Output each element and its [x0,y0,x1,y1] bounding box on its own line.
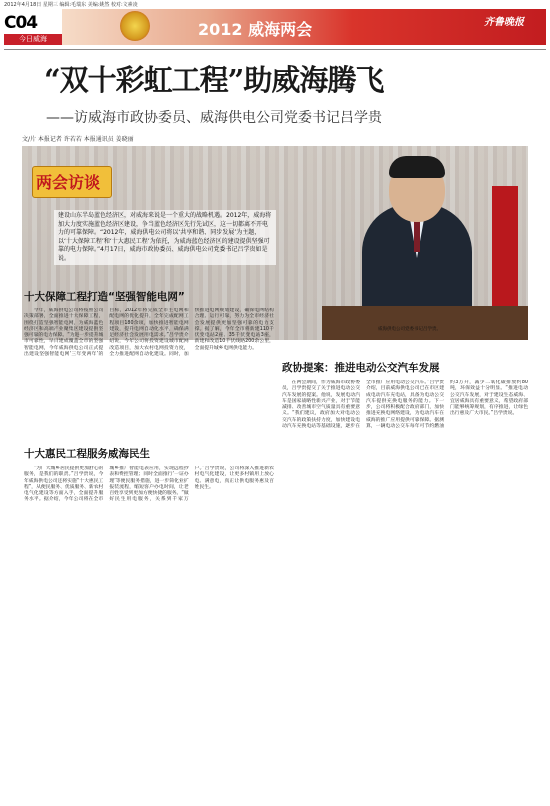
section2-body [24,466,274,606]
section1-body [24,308,274,444]
section3-paragraph: 在两会期间，作为威海市政协委员，吕学贵提交了关于推进电动公交汽车发展的提案。他说，发展电动汽车是国家战略性新兴产业，对于节能减排、改善城市空气质量具有重要意义。“我们建议，政府加大对电动公交汽车的政策扶持力度，加快建设电动汽车充换电站等基础设施，逐步在全市推广应用电动公交汽车。”吕学贵介绍，目前威海供电公司已在市区建成电动汽车充电站，具备为电动公交汽车提供充换电服务的能力。下一步，公司将积极配合政府部门，加快推进充换电网络建设，为电动汽车在威海的推广应用提供可靠保障。据测算，一辆电动公交车每年可节约燃油约3万升，减少二氧化碳排放约80吨，环保效益十分明显。“推进电动公交汽车发展，对于建设生态威海、宜居威海具有重要意义，希望政府部门能够统筹规划，有序推进，让绿色出行惠及广大市民。”吕学贵说。 [282,380,528,430]
desk [322,306,528,340]
national-emblem-icon [120,11,150,41]
article-headline: “双十彩虹工程”助威海腾飞 [44,63,384,97]
person-hair [389,156,445,178]
section2-paragraph: “为广大城乡居民提供更加舒心的服务，是我们的职责。”吕学贵说，今年威海供电公司还将实施“十大惠民工程”，从便民服务、优质服务、新农村电气化建设等方面入手，全面提升服务水平。据介绍，今年公司将在全市城乡推广智能电表应用，实现远程抄表和费控管理；同时全面推行‘一证办理’等便民服务措施，进一步简化业扩报装流程，缩短客户办电时间，让老百姓享受到更加方便快捷的服务。“做好民生用电服务，关系到千家万户。”吕学贵说，公司将深入推进新农村电气化建设，让更多村镇用上放心电、满意电，真正让供电服务惠及百姓民生。 [24,466,274,503]
banner-title: 2012 威海两会 [198,20,313,39]
section1-paragraph: 今年，威海供电公司将按照公司决策部署，全面推进十大保障工程，围绕打造坚强智能电网，为威海蓝色经济区和高端产业聚集区建设提供坚强可靠的电力保障。“为进一步提升城市可靠性，早日建成覆盖全市的坚强智能电网，今年威海供电公司正式提出建设坚强智能电网‘三年变两年’的目标，2012年将完成全市主电网和配电网的优化提升，全年完成配网工程项目180余项，加快推进智能电网建设，提升电网自动化水平，确保满足经济社会发展用电需求。”吕学贵介绍说，今年公司将投资建设城市配网改造项目，加大农村电网投资力度，全力推进配网自动化建设。同时，加快推进电网规划建设，确保电网结构合理、运行可靠，努力为全市经济社会发展提供更加坚强可靠的电力支撑。据了解，今年全市将新建110千伏变电站2座、35千伏变电站3座，新建和改造10千伏线路200余公里，全面提升城乡电网供电能力。 [24,308,274,358]
section2-heading: 十大惠民工程服务威海民生 [24,448,150,460]
section3-body [282,380,528,576]
article-subhead: ——访威海市政协委员、威海供电公司党委书记吕学贵 [46,110,382,126]
header-divider [4,49,546,50]
section1-heading: 十大保障工程打造“坚强智能电网” [24,291,185,303]
article-intro: 建设山东半岛蓝色经济区，对威海来说是一个重大的战略机遇。2012年，威海将加大力度实施蓝色经济区建设，争当蓝色经济区先行先试区，这一切都离不开电力的可靠保障。“2012年，威海供电公司将以‘共享和谐、同步发展’为主题，以‘十大保障工程’和‘十大惠民工程’为依托，为威海蓝色经济区的建设提供坚强可靠的电力保障。”4月17日，威海市政协委员、威海供电公司党委书记吕学贵如是说。 [54,210,276,265]
section3-heading: 政协提案：推进电动公交汽车发展 [282,362,440,374]
interview-label: 两会访谈 [36,173,101,192]
article-byline: 文/片 本报记者 许若若 本报通讯员 姜晓丽 [22,136,134,143]
section-name: 今日威海 [4,34,62,45]
page-meta: 2012年4月18日 星期三 编辑:毛瑞东 美编:姚然 校对:文素凌 [4,2,138,8]
section-number: C04 [4,13,38,33]
newspaper-name: 齐鲁晚报 [484,17,524,28]
flag-icon [492,186,518,306]
photo-caption: 威海供电公司党委书记吕学贵。 [378,327,441,332]
